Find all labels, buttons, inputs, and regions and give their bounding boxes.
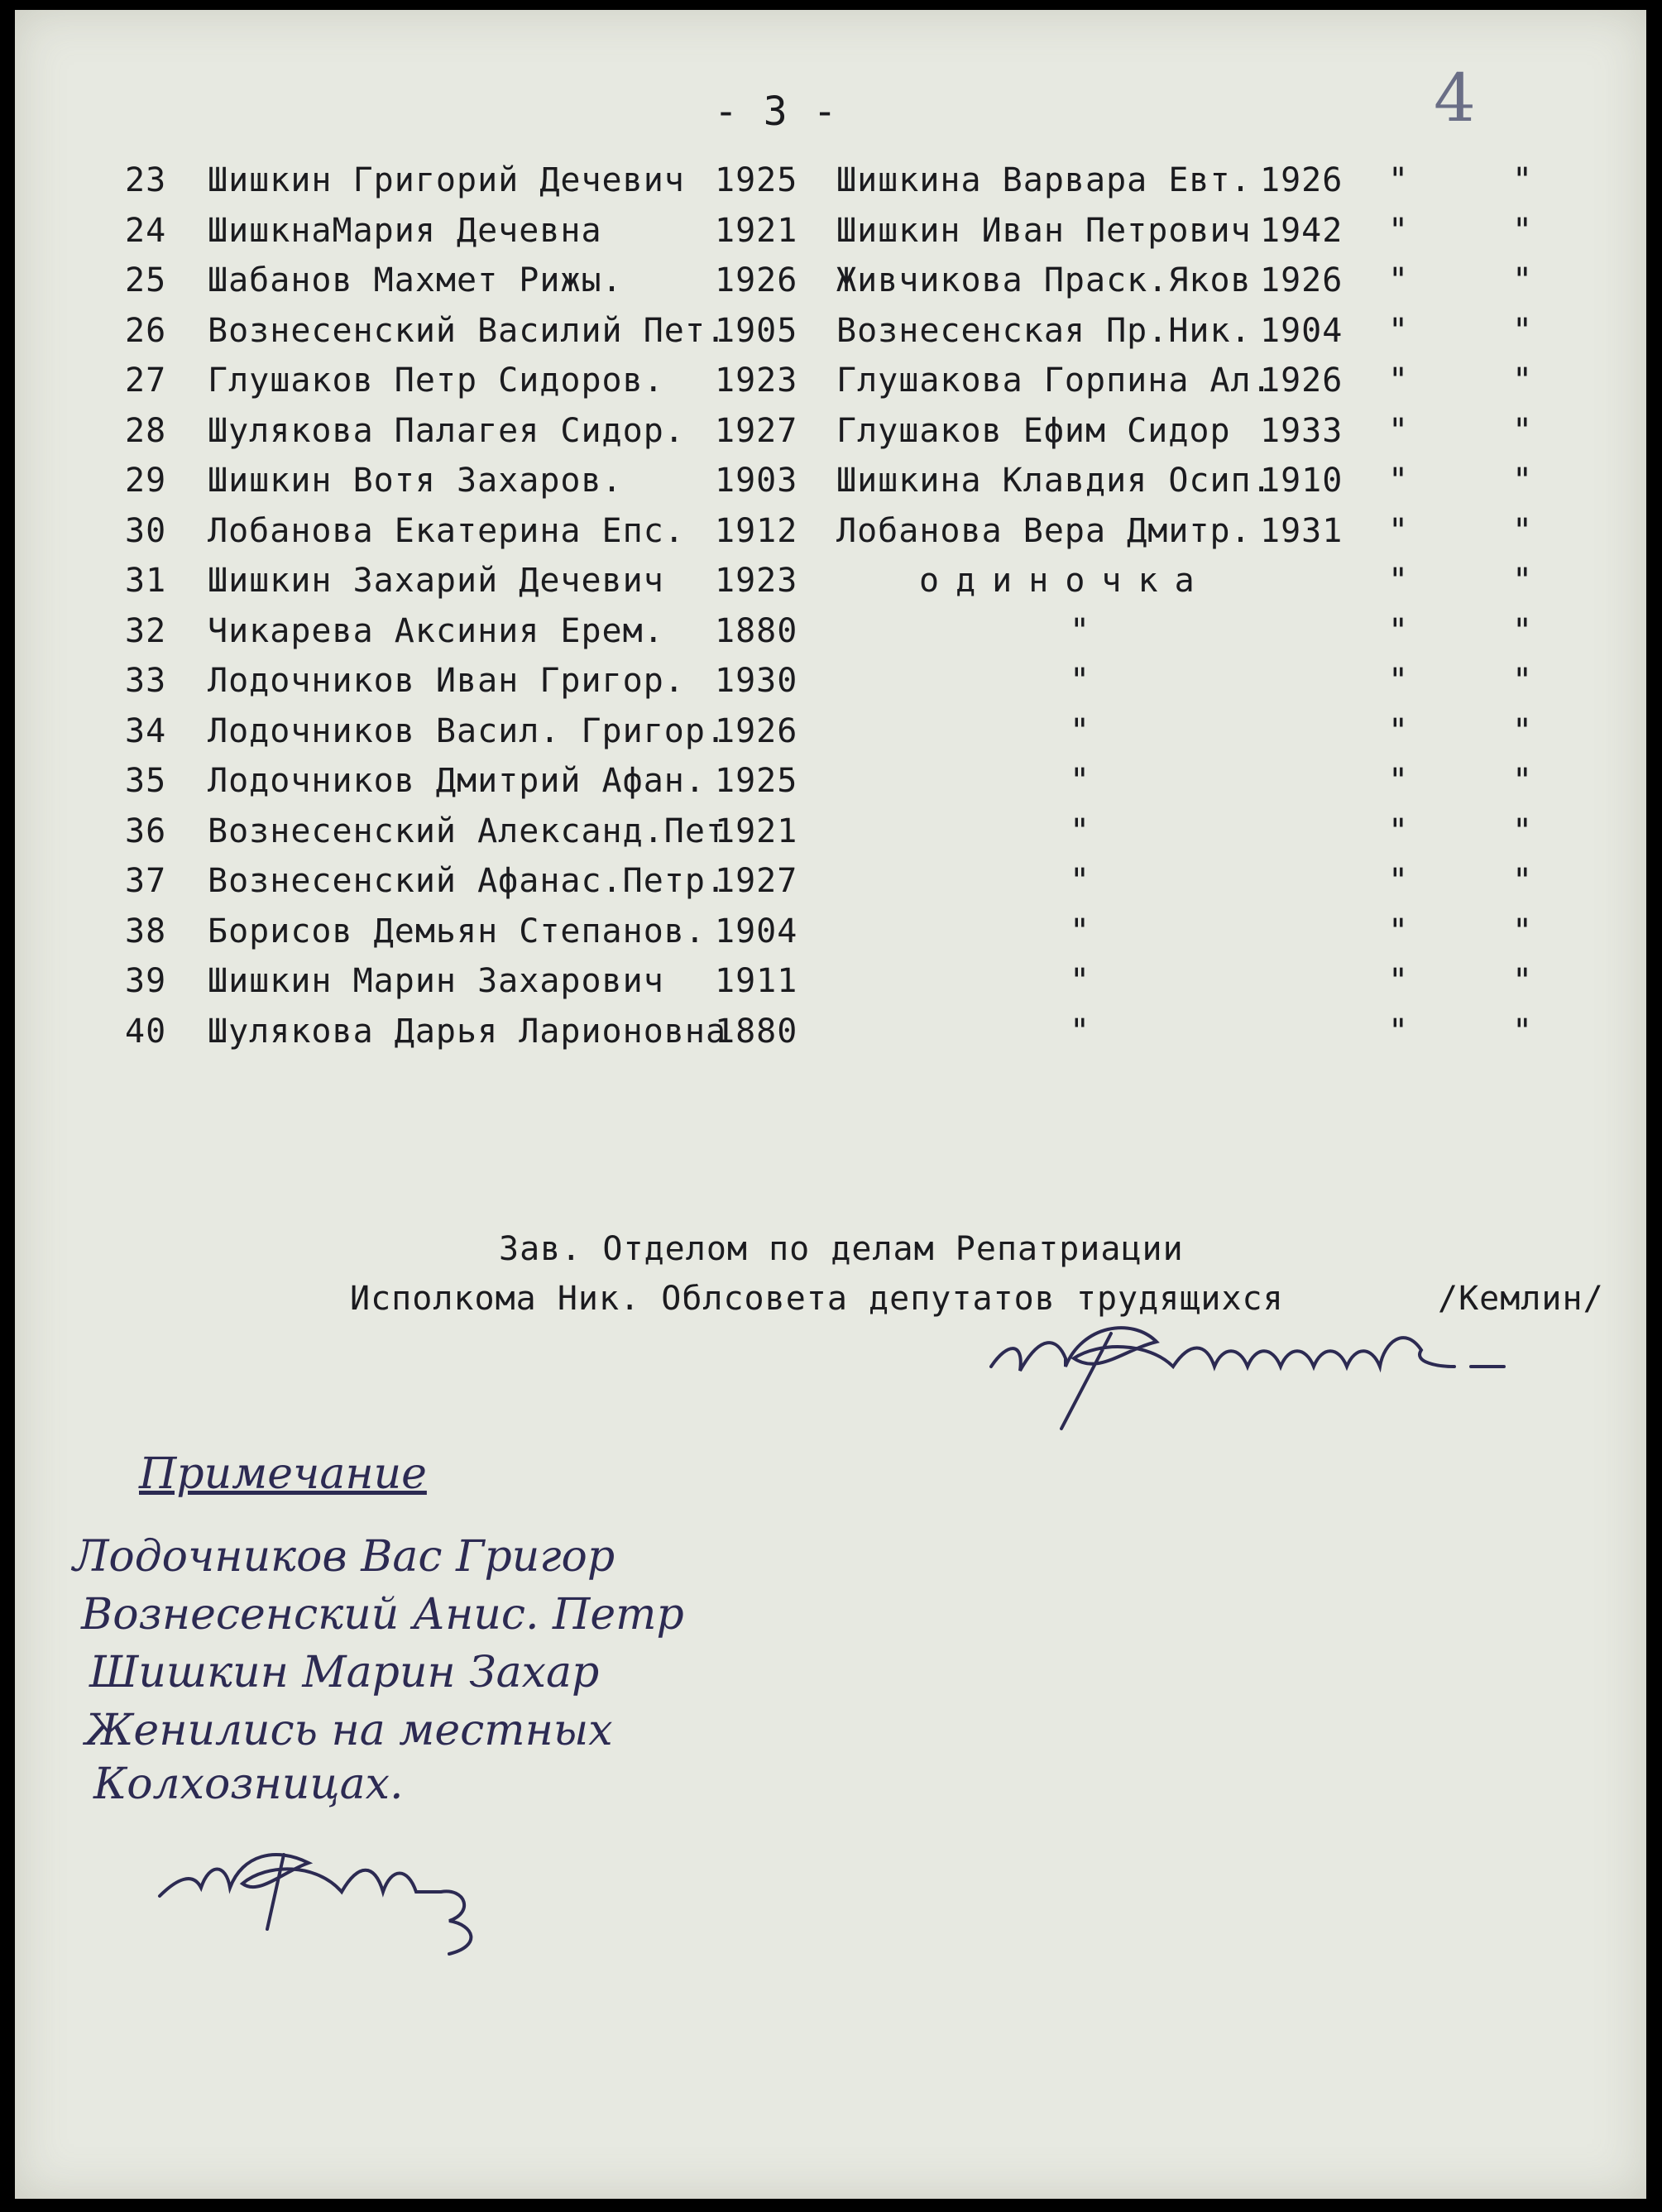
ditto-column-2: " <box>1512 611 1534 650</box>
row-number: 31 <box>125 562 167 600</box>
row-number: 27 <box>125 361 167 400</box>
row-number: 35 <box>125 762 167 800</box>
ditto-column-1: " <box>1388 912 1410 950</box>
family-member: Шишкин Иван Петрович <box>836 211 1252 250</box>
family-birth-year: 1931 <box>1260 511 1343 550</box>
ditto-column-2: " <box>1512 511 1534 550</box>
birth-year: 1927 <box>715 411 798 450</box>
row-number: 36 <box>125 812 167 850</box>
person-name: Лодочников Дмитрий Афан. <box>208 762 706 800</box>
note-line-2: Вознесенский Анис. Петр <box>81 1590 684 1640</box>
family-member: " <box>1070 912 1091 950</box>
birth-year: 1927 <box>715 862 798 900</box>
person-name: Вознесенский Александ.Пет <box>208 812 727 850</box>
ditto-column-1: " <box>1388 711 1410 750</box>
ditto-column-2: " <box>1512 161 1534 199</box>
birth-year: 1903 <box>715 462 798 500</box>
row-number: 38 <box>125 912 167 950</box>
note-line-5: Колхозницах. <box>93 1760 404 1809</box>
family-member: Вознесенская Пр.Ник. <box>836 311 1252 350</box>
person-name: Шишкин Григорий Дечевич <box>208 161 685 199</box>
person-name: Шабанов Махмет Рижы. <box>208 261 623 299</box>
row-number: 30 <box>125 511 167 550</box>
person-name: Шулякова Дарья Ларионовна <box>208 1012 727 1051</box>
family-birth-year: 1942 <box>1260 211 1343 250</box>
row-number: 32 <box>125 611 167 650</box>
ditto-column-2: " <box>1512 862 1534 900</box>
family-member: " <box>1070 962 1091 1000</box>
family-member: " <box>1070 711 1091 750</box>
ditto-column-2: " <box>1512 912 1534 950</box>
birth-year: 1921 <box>715 812 798 850</box>
ditto-column-1: " <box>1388 1012 1410 1051</box>
note-line-3: Шишкин Марин Захар <box>89 1648 600 1697</box>
handwritten-signature-main <box>975 1309 1554 1433</box>
signature-line-2: Исполкома Ник. Облсовета депутатов трудящихся <box>350 1280 1284 1318</box>
family-member: " <box>1070 762 1091 800</box>
ditto-column-2: " <box>1512 462 1534 500</box>
ditto-column-2: " <box>1512 962 1534 1000</box>
ditto-column-1: " <box>1388 611 1410 650</box>
person-name: Лодочников Иван Григор. <box>208 662 685 700</box>
birth-year: 1905 <box>715 311 798 350</box>
person-name: Борисов Демьян Степанов. <box>208 912 706 950</box>
person-name: Шишкин Вотя Захаров. <box>208 462 623 500</box>
birth-year: 1880 <box>715 611 798 650</box>
ditto-column-2: " <box>1512 361 1534 400</box>
ditto-column-2: " <box>1512 411 1534 450</box>
row-number: 24 <box>125 211 167 250</box>
person-name: Вознесенский Афанас.Петр. <box>208 862 727 900</box>
row-number: 40 <box>125 1012 167 1051</box>
birth-year: 1926 <box>715 711 798 750</box>
family-birth-year: 1910 <box>1260 462 1343 500</box>
birth-year: 1925 <box>715 161 798 199</box>
row-number: 29 <box>125 462 167 500</box>
ditto-column-2: " <box>1512 762 1534 800</box>
family-member: " <box>1070 662 1091 700</box>
signatory-name: /Кемлин/ <box>1438 1280 1604 1318</box>
row-number: 28 <box>125 411 167 450</box>
ditto-column-1: " <box>1388 411 1410 450</box>
person-name: Шишкин Марин Захарович <box>208 962 664 1000</box>
person-name: Чикарева Аксиния Ерем. <box>208 611 664 650</box>
ditto-column-2: " <box>1512 711 1534 750</box>
family-member: Глушаков Ефим Сидор <box>836 411 1231 450</box>
row-number: 37 <box>125 862 167 900</box>
archive-folio-mark: 4 <box>1434 60 1476 136</box>
birth-year: 1923 <box>715 562 798 600</box>
note-line-4: Женились на местных <box>85 1706 613 1755</box>
person-name: Шишкин Захарий Дечевич <box>208 562 664 600</box>
note-line-1: Лодочников Вас Григор <box>73 1532 615 1582</box>
ditto-column-1: " <box>1388 962 1410 1000</box>
row-number: 25 <box>125 261 167 299</box>
family-birth-year: 1926 <box>1260 261 1343 299</box>
family-birth-year: 1926 <box>1260 161 1343 199</box>
handwritten-signature-note <box>151 1822 548 1970</box>
document-page <box>15 10 1646 2199</box>
family-member: " <box>1070 812 1091 850</box>
birth-year: 1904 <box>715 912 798 950</box>
ditto-column-1: " <box>1388 211 1410 250</box>
birth-year: 1923 <box>715 361 798 400</box>
ditto-column-1: " <box>1388 161 1410 199</box>
birth-year: 1912 <box>715 511 798 550</box>
ditto-column-2: " <box>1512 311 1534 350</box>
ditto-column-2: " <box>1512 261 1534 299</box>
birth-year: 1930 <box>715 662 798 700</box>
person-name: Лобанова Екатерина Епс. <box>208 511 685 550</box>
ditto-column-1: " <box>1388 462 1410 500</box>
ditto-column-2: " <box>1512 562 1534 600</box>
family-member: Живчикова Праск.Яков <box>836 261 1252 299</box>
row-number: 23 <box>125 161 167 199</box>
family-member: Шишкина Варвара Евт. <box>836 161 1252 199</box>
person-name: Вознесенский Василий Пет. <box>208 311 727 350</box>
ditto-column-2: " <box>1512 1012 1534 1051</box>
note-title: Примечание <box>139 1449 427 1499</box>
birth-year: 1911 <box>715 962 798 1000</box>
family-member: Шишкина Клавдия Осип. <box>836 462 1272 500</box>
ditto-column-1: " <box>1388 511 1410 550</box>
row-number: 34 <box>125 711 167 750</box>
birth-year: 1921 <box>715 211 798 250</box>
family-birth-year: 1926 <box>1260 361 1343 400</box>
row-number: 26 <box>125 311 167 350</box>
family-member: Глушакова Горпина Ал. <box>836 361 1272 400</box>
ditto-column-2: " <box>1512 812 1534 850</box>
ditto-column-1: " <box>1388 762 1410 800</box>
family-birth-year: 1904 <box>1260 311 1343 350</box>
family-birth-year: 1933 <box>1260 411 1343 450</box>
family-member: " <box>1070 1012 1091 1051</box>
birth-year: 1925 <box>715 762 798 800</box>
ditto-column-2: " <box>1512 662 1534 700</box>
signature-line-1: Зав. Отделом по делам Репатриации <box>499 1230 1184 1268</box>
ditto-column-1: " <box>1388 261 1410 299</box>
page-number: - 3 - <box>714 89 838 135</box>
ditto-column-1: " <box>1388 361 1410 400</box>
row-number: 33 <box>125 662 167 700</box>
ditto-column-1: " <box>1388 562 1410 600</box>
family-member: " <box>1070 611 1091 650</box>
ditto-column-1: " <box>1388 862 1410 900</box>
ditto-column-1: " <box>1388 311 1410 350</box>
ditto-column-1: " <box>1388 812 1410 850</box>
birth-year: 1926 <box>715 261 798 299</box>
row-number: 39 <box>125 962 167 1000</box>
birth-year: 1880 <box>715 1012 798 1051</box>
person-name: Глушаков Петр Сидоров. <box>208 361 664 400</box>
person-name: ШишкнаМария Дечевна <box>208 211 602 250</box>
family-member: " <box>1070 862 1091 900</box>
family-member: одиночка <box>919 562 1211 600</box>
ditto-column-2: " <box>1512 211 1534 250</box>
ditto-column-1: " <box>1388 662 1410 700</box>
person-name: Лодочников Васил. Григор. <box>208 711 727 750</box>
family-member: Лобанова Вера Дмитр. <box>836 511 1252 550</box>
person-name: Шулякова Палагея Сидор. <box>208 411 685 450</box>
